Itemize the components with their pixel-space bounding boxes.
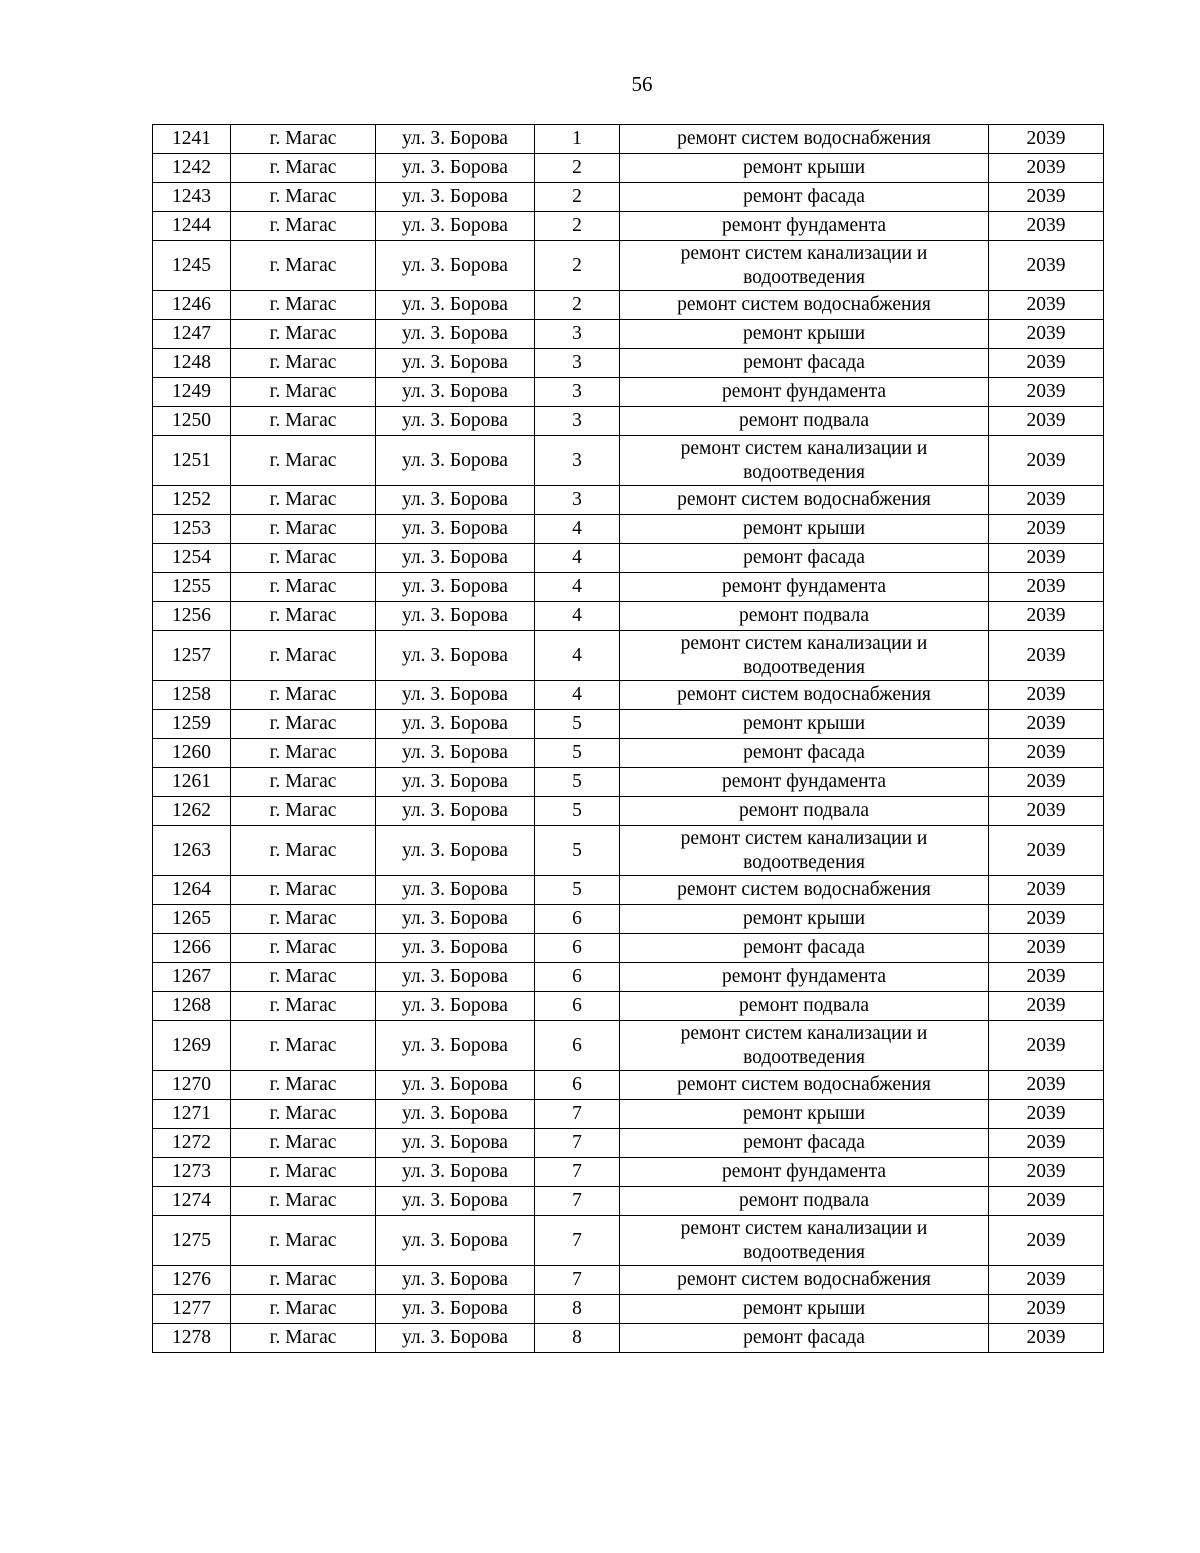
row-number-cell: 1269 [153,1021,231,1071]
table-row [153,1100,1104,1129]
work-type-cell: ремонт крыши [620,320,989,349]
city-cell: г. Магас [231,154,376,183]
table-row [153,573,1104,602]
street-cell: ул. З. Борова [376,212,535,241]
year-cell: 2039 [989,1216,1104,1266]
works-table [152,124,1104,1353]
work-type-cell: ремонт фасада [620,1129,989,1158]
row-number-cell: 1278 [153,1324,231,1353]
table-row [153,291,1104,320]
row-number-cell: 1247 [153,320,231,349]
year-cell: 2039 [989,710,1104,739]
year-cell: 2039 [989,1187,1104,1216]
row-number-cell: 1255 [153,573,231,602]
table-row [153,876,1104,905]
house-number-cell: 2 [535,241,620,291]
work-type-cell: ремонт систем водоснабжения [620,876,989,905]
work-type-cell: ремонт систем водоснабжения [620,125,989,154]
city-cell: г. Магас [231,681,376,710]
city-cell: г. Магас [231,992,376,1021]
row-number-cell: 1276 [153,1266,231,1295]
house-number-cell: 6 [535,963,620,992]
year-cell: 2039 [989,768,1104,797]
house-number-cell: 3 [535,320,620,349]
city-cell: г. Магас [231,963,376,992]
table-row [153,378,1104,407]
table-row [153,602,1104,631]
year-cell: 2039 [989,544,1104,573]
street-cell: ул. З. Борова [376,1021,535,1071]
work-type-cell: ремонт подвала [620,1187,989,1216]
table-row [153,1129,1104,1158]
house-number-cell: 5 [535,797,620,826]
table-row [153,1071,1104,1100]
row-number-cell: 1249 [153,378,231,407]
work-type-cell: ремонт крыши [620,1100,989,1129]
city-cell: г. Магас [231,515,376,544]
work-type-cell: ремонт подвала [620,992,989,1021]
table-row [153,768,1104,797]
street-cell: ул. З. Борова [376,992,535,1021]
street-cell: ул. З. Борова [376,1295,535,1324]
house-number-cell: 7 [535,1129,620,1158]
work-type-cell: ремонт систем водоснабжения [620,1071,989,1100]
city-cell: г. Магас [231,905,376,934]
row-number-cell: 1262 [153,797,231,826]
row-number-cell: 1270 [153,1071,231,1100]
table-row [153,1158,1104,1187]
street-cell: ул. З. Борова [376,797,535,826]
row-number-cell: 1254 [153,544,231,573]
street-cell: ул. З. Борова [376,573,535,602]
work-type-cell: ремонт подвала [620,797,989,826]
city-cell: г. Магас [231,1129,376,1158]
city-cell: г. Магас [231,1324,376,1353]
table-body [153,125,1104,1353]
table-row [153,154,1104,183]
row-number-cell: 1241 [153,125,231,154]
house-number-cell: 3 [535,486,620,515]
year-cell: 2039 [989,934,1104,963]
year-cell: 2039 [989,407,1104,436]
house-number-cell: 5 [535,826,620,876]
street-cell: ул. З. Борова [376,1266,535,1295]
city-cell: г. Магас [231,320,376,349]
year-cell: 2039 [989,905,1104,934]
table-row [153,1266,1104,1295]
row-number-cell: 1274 [153,1187,231,1216]
city-cell: г. Магас [231,378,376,407]
city-cell: г. Магас [231,241,376,291]
table-row [153,631,1104,681]
row-number-cell: 1245 [153,241,231,291]
table-row [153,1216,1104,1266]
work-type-cell: ремонт фундамента [620,768,989,797]
work-type-cell: ремонт крыши [620,710,989,739]
city-cell: г. Магас [231,876,376,905]
row-number-cell: 1260 [153,739,231,768]
year-cell: 2039 [989,183,1104,212]
row-number-cell: 1267 [153,963,231,992]
house-number-cell: 6 [535,905,620,934]
street-cell: ул. З. Борова [376,1129,535,1158]
house-number-cell: 7 [535,1216,620,1266]
page-number: 56 [631,72,653,96]
table-row [153,125,1104,154]
work-type-cell: ремонт систем канализации и водоотведения [620,241,989,291]
year-cell: 2039 [989,241,1104,291]
work-type-cell: ремонт подвала [620,602,989,631]
row-number-cell: 1271 [153,1100,231,1129]
table-row [153,681,1104,710]
city-cell: г. Магас [231,349,376,378]
street-cell: ул. З. Борова [376,544,535,573]
year-cell: 2039 [989,992,1104,1021]
work-type-cell: ремонт фасада [620,934,989,963]
city-cell: г. Магас [231,486,376,515]
table-row [153,905,1104,934]
row-number-cell: 1263 [153,826,231,876]
table-row [153,1324,1104,1353]
year-cell: 2039 [989,291,1104,320]
row-number-cell: 1259 [153,710,231,739]
table-row [153,1295,1104,1324]
table-row [153,486,1104,515]
row-number-cell: 1242 [153,154,231,183]
table-row [153,934,1104,963]
row-number-cell: 1253 [153,515,231,544]
city-cell: г. Магас [231,631,376,681]
city-cell: г. Магас [231,602,376,631]
city-cell: г. Магас [231,436,376,486]
row-number-cell: 1256 [153,602,231,631]
street-cell: ул. З. Борова [376,154,535,183]
street-cell: ул. З. Борова [376,826,535,876]
year-cell: 2039 [989,378,1104,407]
house-number-cell: 5 [535,710,620,739]
work-type-cell: ремонт крыши [620,515,989,544]
year-cell: 2039 [989,125,1104,154]
city-cell: г. Магас [231,826,376,876]
house-number-cell: 5 [535,876,620,905]
street-cell: ул. З. Борова [376,1158,535,1187]
city-cell: г. Магас [231,1071,376,1100]
year-cell: 2039 [989,1021,1104,1071]
work-type-cell: ремонт фундамента [620,1158,989,1187]
row-number-cell: 1250 [153,407,231,436]
table-row [153,241,1104,291]
street-cell: ул. З. Борова [376,768,535,797]
table-row [153,544,1104,573]
work-type-cell: ремонт систем канализации и водоотведения [620,826,989,876]
row-number-cell: 1244 [153,212,231,241]
work-type-cell: ремонт фундамента [620,573,989,602]
house-number-cell: 4 [535,681,620,710]
house-number-cell: 4 [535,544,620,573]
street-cell: ул. З. Борова [376,125,535,154]
house-number-cell: 7 [535,1100,620,1129]
house-number-cell: 7 [535,1266,620,1295]
house-number-cell: 1 [535,125,620,154]
year-cell: 2039 [989,1295,1104,1324]
work-type-cell: ремонт систем канализации и водоотведения [620,631,989,681]
street-cell: ул. З. Борова [376,1071,535,1100]
row-number-cell: 1258 [153,681,231,710]
table-row [153,797,1104,826]
work-type-cell: ремонт фасада [620,349,989,378]
house-number-cell: 4 [535,602,620,631]
year-cell: 2039 [989,602,1104,631]
year-cell: 2039 [989,486,1104,515]
house-number-cell: 3 [535,349,620,378]
city-cell: г. Магас [231,934,376,963]
work-type-cell: ремонт фасада [620,1324,989,1353]
city-cell: г. Магас [231,291,376,320]
house-number-cell: 2 [535,154,620,183]
city-cell: г. Магас [231,739,376,768]
street-cell: ул. З. Борова [376,291,535,320]
work-type-cell: ремонт подвала [620,407,989,436]
year-cell: 2039 [989,1324,1104,1353]
table-row [153,710,1104,739]
work-type-cell: ремонт крыши [620,154,989,183]
street-cell: ул. З. Борова [376,602,535,631]
table-row [153,515,1104,544]
table-row [153,183,1104,212]
row-number-cell: 1277 [153,1295,231,1324]
house-number-cell: 4 [535,515,620,544]
row-number-cell: 1272 [153,1129,231,1158]
street-cell: ул. З. Борова [376,631,535,681]
street-cell: ул. З. Борова [376,905,535,934]
house-number-cell: 3 [535,407,620,436]
house-number-cell: 7 [535,1158,620,1187]
house-number-cell: 3 [535,378,620,407]
street-cell: ул. З. Борова [376,1100,535,1129]
year-cell: 2039 [989,1158,1104,1187]
house-number-cell: 6 [535,1071,620,1100]
year-cell: 2039 [989,573,1104,602]
table-row [153,739,1104,768]
house-number-cell: 3 [535,436,620,486]
street-cell: ул. З. Борова [376,486,535,515]
work-type-cell: ремонт фундамента [620,378,989,407]
work-type-cell: ремонт систем канализации и водоотведения [620,1021,989,1071]
city-cell: г. Магас [231,1295,376,1324]
year-cell: 2039 [989,1266,1104,1295]
table-row [153,1021,1104,1071]
house-number-cell: 4 [535,573,620,602]
table-row [153,212,1104,241]
street-cell: ул. З. Борова [376,710,535,739]
street-cell: ул. З. Борова [376,1187,535,1216]
street-cell: ул. З. Борова [376,876,535,905]
house-number-cell: 2 [535,291,620,320]
city-cell: г. Магас [231,212,376,241]
year-cell: 2039 [989,1129,1104,1158]
work-type-cell: ремонт крыши [620,1295,989,1324]
street-cell: ул. З. Борова [376,378,535,407]
year-cell: 2039 [989,349,1104,378]
house-number-cell: 8 [535,1295,620,1324]
street-cell: ул. З. Борова [376,1216,535,1266]
city-cell: г. Магас [231,544,376,573]
year-cell: 2039 [989,681,1104,710]
table-row [153,826,1104,876]
row-number-cell: 1264 [153,876,231,905]
work-type-cell: ремонт систем канализации и водоотведения [620,1216,989,1266]
street-cell: ул. З. Борова [376,739,535,768]
year-cell: 2039 [989,739,1104,768]
year-cell: 2039 [989,1100,1104,1129]
year-cell: 2039 [989,826,1104,876]
city-cell: г. Магас [231,1021,376,1071]
year-cell: 2039 [989,876,1104,905]
year-cell: 2039 [989,154,1104,183]
street-cell: ул. З. Борова [376,963,535,992]
year-cell: 2039 [989,1071,1104,1100]
row-number-cell: 1251 [153,436,231,486]
table-row [153,349,1104,378]
house-number-cell: 6 [535,992,620,1021]
work-type-cell: ремонт систем канализации и водоотведения [620,436,989,486]
table-row [153,436,1104,486]
city-cell: г. Магас [231,1100,376,1129]
house-number-cell: 2 [535,183,620,212]
house-number-cell: 8 [535,1324,620,1353]
work-type-cell: ремонт фасада [620,739,989,768]
city-cell: г. Магас [231,1187,376,1216]
work-type-cell: ремонт систем водоснабжения [620,681,989,710]
work-type-cell: ремонт фасада [620,183,989,212]
year-cell: 2039 [989,320,1104,349]
year-cell: 2039 [989,212,1104,241]
street-cell: ул. З. Борова [376,349,535,378]
work-type-cell: ремонт крыши [620,905,989,934]
city-cell: г. Магас [231,1158,376,1187]
year-cell: 2039 [989,631,1104,681]
street-cell: ул. З. Борова [376,436,535,486]
city-cell: г. Магас [231,1266,376,1295]
table-row [153,1187,1104,1216]
year-cell: 2039 [989,436,1104,486]
row-number-cell: 1268 [153,992,231,1021]
house-number-cell: 6 [535,934,620,963]
city-cell: г. Магас [231,573,376,602]
work-type-cell: ремонт систем водоснабжения [620,291,989,320]
street-cell: ул. З. Борова [376,320,535,349]
house-number-cell: 6 [535,1021,620,1071]
street-cell: ул. З. Борова [376,241,535,291]
row-number-cell: 1266 [153,934,231,963]
table-row [153,407,1104,436]
year-cell: 2039 [989,963,1104,992]
table-row [153,320,1104,349]
street-cell: ул. З. Борова [376,183,535,212]
house-number-cell: 4 [535,631,620,681]
row-number-cell: 1252 [153,486,231,515]
row-number-cell: 1275 [153,1216,231,1266]
city-cell: г. Магас [231,710,376,739]
city-cell: г. Магас [231,768,376,797]
table-row [153,992,1104,1021]
city-cell: г. Магас [231,183,376,212]
city-cell: г. Магас [231,1216,376,1266]
city-cell: г. Магас [231,125,376,154]
city-cell: г. Магас [231,797,376,826]
row-number-cell: 1273 [153,1158,231,1187]
house-number-cell: 5 [535,739,620,768]
row-number-cell: 1261 [153,768,231,797]
street-cell: ул. З. Борова [376,934,535,963]
row-number-cell: 1257 [153,631,231,681]
street-cell: ул. З. Борова [376,681,535,710]
work-type-cell: ремонт фундамента [620,212,989,241]
row-number-cell: 1248 [153,349,231,378]
row-number-cell: 1243 [153,183,231,212]
street-cell: ул. З. Борова [376,1324,535,1353]
house-number-cell: 2 [535,212,620,241]
work-type-cell: ремонт фундамента [620,963,989,992]
work-type-cell: ремонт фасада [620,544,989,573]
street-cell: ул. З. Борова [376,515,535,544]
table-row [153,963,1104,992]
row-number-cell: 1246 [153,291,231,320]
work-type-cell: ремонт систем водоснабжения [620,486,989,515]
work-type-cell: ремонт систем водоснабжения [620,1266,989,1295]
street-cell: ул. З. Борова [376,407,535,436]
house-number-cell: 5 [535,768,620,797]
city-cell: г. Магас [231,407,376,436]
row-number-cell: 1265 [153,905,231,934]
year-cell: 2039 [989,797,1104,826]
house-number-cell: 7 [535,1187,620,1216]
year-cell: 2039 [989,515,1104,544]
